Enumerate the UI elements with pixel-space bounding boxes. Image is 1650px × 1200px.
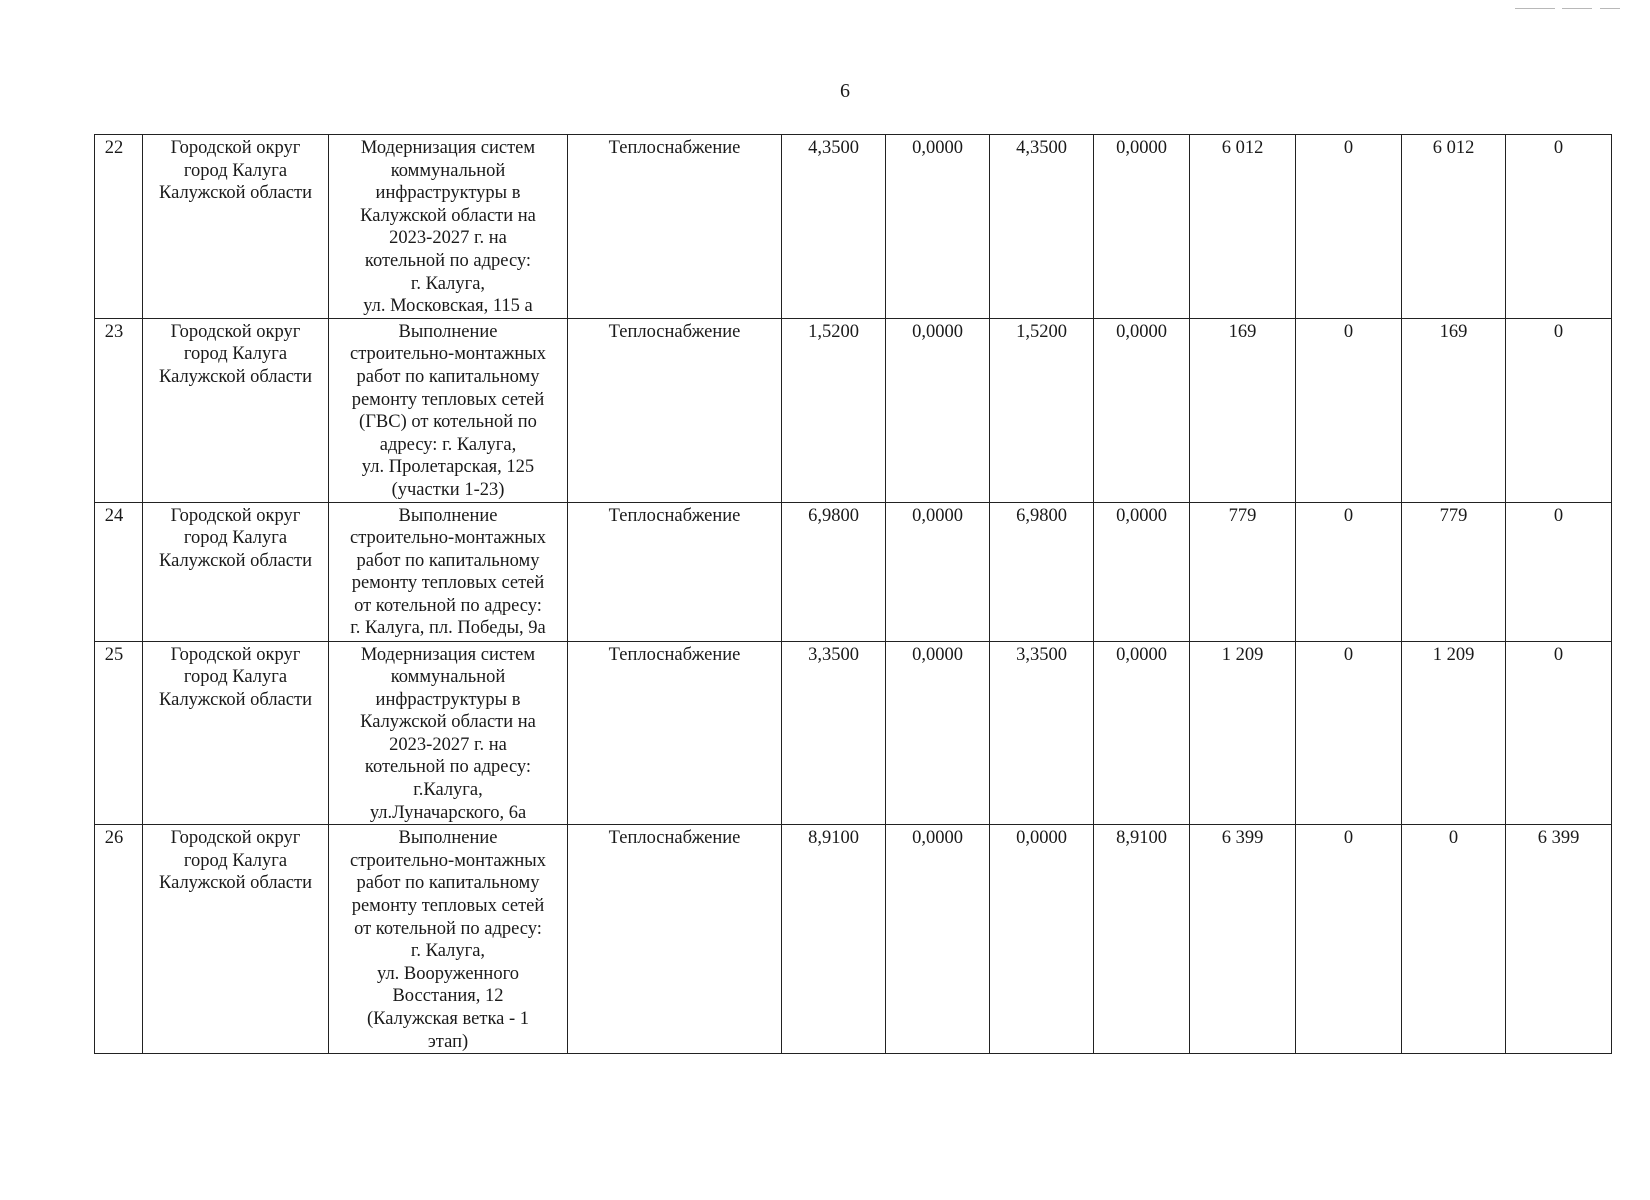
row-number: 23: [95, 318, 143, 502]
value-cell: 1 209: [1190, 641, 1296, 825]
value-cell: 779: [1190, 502, 1296, 641]
municipality-cell: Городской округ город Калуга Калужской области: [143, 825, 329, 1054]
scan-edge-mark: [1515, 8, 1555, 9]
municipality-cell: Городской округ город Калуга Калужской области: [143, 641, 329, 825]
value-cell: 0,0000: [1094, 135, 1190, 319]
value-cell: 0,0000: [1094, 318, 1190, 502]
value-cell: 0,0000: [1094, 641, 1190, 825]
value-cell: 6 012: [1402, 135, 1506, 319]
municipality-cell: Городской округ город Калуга Калужской области: [143, 318, 329, 502]
value-cell: 0: [1506, 318, 1612, 502]
value-cell: 0: [1402, 825, 1506, 1054]
municipality-cell: Городской округ город Калуга Калужской области: [143, 502, 329, 641]
value-cell: 0: [1296, 318, 1402, 502]
value-cell: 0: [1296, 502, 1402, 641]
value-cell: 3,3500: [990, 641, 1094, 825]
description-cell: Выполнение строительно-монтажных работ по капитальному ремонту тепловых сетей от котельной по адресу: г. Калуга, пл. Победы, 9а: [329, 502, 568, 641]
value-cell: 8,9100: [782, 825, 886, 1054]
row-number: 22: [95, 135, 143, 319]
value-cell: 1,5200: [990, 318, 1094, 502]
table-row: [95, 502, 1612, 641]
value-cell: 0: [1296, 641, 1402, 825]
table-row: [95, 135, 1612, 319]
value-cell: 0: [1296, 825, 1402, 1054]
description-cell: Выполнение строительно-монтажных работ по капитальному ремонту тепловых сетей (ГВС) от котельной по адресу: г. Калуга, ул. Пролетарская, 125 (участки 1-23): [329, 318, 568, 502]
page-number: 6: [840, 80, 850, 102]
value-cell: 1 209: [1402, 641, 1506, 825]
table-row: [95, 825, 1612, 1054]
scan-edge-mark: [1600, 8, 1620, 9]
value-cell: 0,0000: [990, 825, 1094, 1054]
value-cell: 6 012: [1190, 135, 1296, 319]
description-cell: Модернизация систем коммунальной инфраструктуры в Калужской области на 2023-2027 г. на котельной по адресу: г.Калуга, ул.Луначарского, 6а: [329, 641, 568, 825]
value-cell: 0,0000: [886, 502, 990, 641]
row-number: 24: [95, 502, 143, 641]
value-cell: 0,0000: [1094, 502, 1190, 641]
value-cell: 0,0000: [886, 641, 990, 825]
value-cell: 0,0000: [886, 318, 990, 502]
table-row: [95, 318, 1612, 502]
value-cell: 0,0000: [886, 135, 990, 319]
sector-cell: Теплоснабжение: [568, 825, 782, 1054]
value-cell: 6 399: [1506, 825, 1612, 1054]
value-cell: 6,9800: [990, 502, 1094, 641]
value-cell: 4,3500: [782, 135, 886, 319]
value-cell: 6 399: [1190, 825, 1296, 1054]
value-cell: 1,5200: [782, 318, 886, 502]
value-cell: 8,9100: [1094, 825, 1190, 1054]
sector-cell: Теплоснабжение: [568, 641, 782, 825]
sector-cell: Теплоснабжение: [568, 502, 782, 641]
value-cell: 6,9800: [782, 502, 886, 641]
value-cell: 169: [1402, 318, 1506, 502]
row-number: 26: [95, 825, 143, 1054]
description-cell: Модернизация систем коммунальной инфраструктуры в Калужской области на 2023-2027 г. на котельной по адресу: г. Калуга, ул. Московская, 115 а: [329, 135, 568, 319]
row-number: 25: [95, 641, 143, 825]
value-cell: 3,3500: [782, 641, 886, 825]
table-row: [95, 641, 1612, 825]
sector-cell: Теплоснабжение: [568, 135, 782, 319]
sector-cell: Теплоснабжение: [568, 318, 782, 502]
value-cell: 0: [1506, 641, 1612, 825]
value-cell: 779: [1402, 502, 1506, 641]
value-cell: 0: [1506, 135, 1612, 319]
scan-edge-mark: [1562, 8, 1592, 9]
value-cell: 0: [1506, 502, 1612, 641]
value-cell: 0: [1296, 135, 1402, 319]
value-cell: 4,3500: [990, 135, 1094, 319]
municipality-cell: Городской округ город Калуга Калужской области: [143, 135, 329, 319]
value-cell: 0,0000: [886, 825, 990, 1054]
description-cell: Выполнение строительно-монтажных работ по капитальному ремонту тепловых сетей от котельной по адресу: г. Калуга, ул. Вооруженного Восстания, 12 (Калужская ветка - 1 этап): [329, 825, 568, 1054]
program-table: [94, 134, 1612, 1054]
value-cell: 169: [1190, 318, 1296, 502]
